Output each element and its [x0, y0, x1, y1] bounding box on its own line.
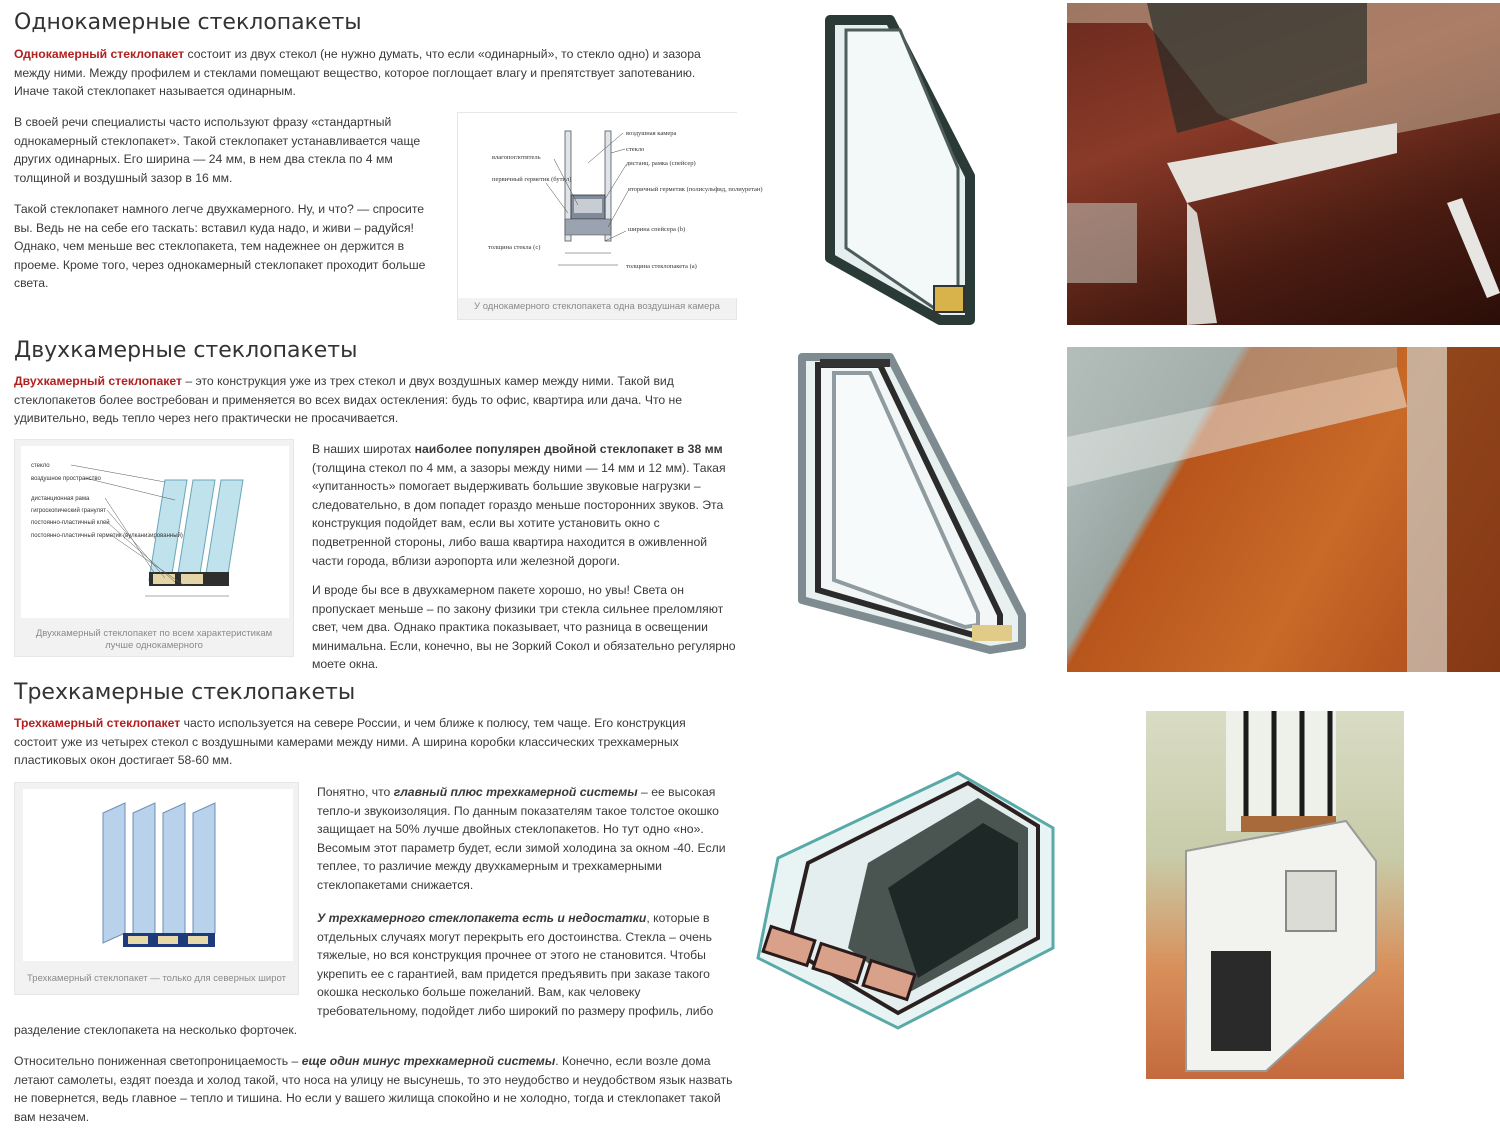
- triple-advantage-lead: Понятно, что: [317, 785, 394, 799]
- double-popular-lead: В наших широтах: [312, 442, 415, 456]
- triple-chamber-render: [748, 768, 1060, 1033]
- double-chamber-render: [790, 345, 1040, 660]
- label-absorber: влагопоглотитель: [492, 154, 541, 161]
- label-air-chamber: воздушная камера: [626, 130, 677, 137]
- triple-chamber-photo: [1146, 711, 1404, 1079]
- single-intro-paragraph: [14, 45, 729, 101]
- double-intro-paragraph: [14, 372, 729, 428]
- double-intro-text: – это конструкция уже из трех стекол и двух воздушных камер между ними. Такой вид стеклопакетов более востребован и применяется во всех видах остекления: будь то офис, квартира или дача. Что не удивительно, ведь тепло через него практически не просачивается.: [14, 374, 683, 426]
- double-figure-caption: Двухкамерный стеклопакет по всем характеристикам лучше однокамерного: [35, 628, 273, 651]
- label-d-sealant: постоянно-пластичный герметик (вулканизированный): [31, 533, 183, 539]
- single-chamber-diagram: [458, 113, 763, 298]
- triple-chamber-diagram: [15, 783, 300, 965]
- triple-advantage-em: главный плюс трехкамерной системы: [393, 785, 638, 799]
- double-popular-text: (толщина стекол по 4 мм, а зазоры между ними — 14 мм и 12 мм). Такая «упитанность» помогает выдерживать большие звуковые нагрузки – следовательно, в дом попадет гораздо меньше посторонних звуков. Эта конструкция подойдет вам, если вы хотите установить окно с подветренной стороны, либо ваша квартира находится в оживленной части города, вблизи аэропорта или железной дороги.: [312, 460, 726, 568]
- single-intro-text: состоит из двух стекол (не нужно думать, что если «одинарный», то стекло одно) и зазора между ними. Между профилем и стеклами помещают вещество, которое поглощает влагу и препятствует запотеванию. Иначе такой стеклопакет называется одинарным.: [14, 47, 701, 99]
- single-term: Однокамерный стеклопакет: [14, 47, 185, 61]
- single-weight-paragraph: Такой стеклопакет намного легче двухкамерного. Ну, и что? — спросите вы. Ведь не на себе его таскать: вставил куда надо, и живи – радуйся! Однако, чем меньше вес стеклопакета, тем надежнее он держится в проеме. Кроме того, через однокамерный стеклопакет проходит больше света.: [14, 202, 426, 291]
- triple-drawback-em: У трехкамерного стеклопакета есть и недостатки: [317, 911, 647, 925]
- section-title-triple: Трехкамерные стеклопакеты: [14, 680, 356, 705]
- label-secondary-sealant: вторичный герметик (полисульфид, полиуретан): [628, 186, 763, 193]
- triple-drawback-tail: разделение стеклопакета на несколько форточек.: [14, 1023, 298, 1037]
- label-d-spacer: дистанционная рама: [31, 496, 90, 502]
- triple-light-text: . Конечно, если возле дома летают самолеты, ездят поезда и холод такой, что носа на улицу не высунешь, то это неудобство и неудобством язык назвать не повернется, ведь главное – тепло и тишина. Но если у вашего жилища спокойно и не холодно, тогда и стеклопакет такой вам незачем.: [14, 1054, 733, 1124]
- single-standard-paragraph: В своей речи специалисты часто используют фразу «стандартный однокамерный стеклопакет». Такой стеклопакет устанавливается чаще других одинарных. Его ширина — 24 мм, в нем два стекла по 4 мм толщиной и воздушный зазор в 16 мм.: [14, 115, 421, 185]
- label-glass-thickness: толщина стекла (с): [488, 244, 541, 251]
- double-light-paragraph: И вроде бы все в двухкамерном пакете хорошо, но увы! Света он пропускает меньше – по закону физики три стекла сильнее преломляют свет, чем два. Однако практика показывает, что разница в освещении минимальна. Если, конечно, вы не Зоркий Сокол и обязательно регулярно моете окна.: [312, 583, 736, 672]
- label-d-air: воздушное пространство: [31, 476, 101, 482]
- triple-drawback-text: , которые в отдельных случаях могут перекрыть его достоинства. Стекла – очень тяжелые, но вся конструкция прочнее от этого не становится. Чтобы укрепить ее с гарантией, вам придется предъявить при заказе такого окошка несколько больше пожеланий. Вам, как человеку требовательному, подойдет либо широкий по размеру профиль, либо: [317, 911, 714, 1018]
- label-d-glass: стекло: [31, 463, 50, 469]
- triple-advantage-text: – ее высокая тепло-и звукоизоляция. По данным показателям такое толстое окошко защищает на 50% лучше двойных стеклопакетов. Но тут одно «но». Весомым этот параметр будет, если зимой холодина за окном -40. Если теплее, то различие между двухкамерным и трехкамерными стеклопакетами снижается.: [317, 785, 726, 892]
- triple-advantage-paragraph: [317, 783, 737, 895]
- single-chamber-render: [790, 8, 1040, 328]
- single-diagram-figure: [457, 112, 763, 320]
- double-diagram-figure: [14, 439, 294, 657]
- label-primary-sealant: первичный герметик (бутил): [492, 176, 572, 183]
- triple-intro-text: часто используется на севере России, и чем ближе к полюсу, тем чаще. Его конструкция состоит уже из четырех стекол с воздушными камерами между ними. А ширина коробки классических трехкамерных пластиковых окон достигает 58-60 мм.: [14, 716, 686, 768]
- double-popular-paragraph: [312, 440, 736, 570]
- label-d-glue: постоянно-пластичный клей: [31, 520, 110, 526]
- single-chamber-photo: [1067, 3, 1500, 325]
- triple-figure-caption: Трехкамерный стеклопакет — только для северных широт: [27, 973, 286, 984]
- label-spacer: дистанц. рамка (спейсер): [626, 160, 696, 167]
- double-popular-bold: наиболее популярен двойной стеклопакет в 38 мм: [414, 442, 723, 456]
- label-glass: стекло: [626, 146, 645, 153]
- single-figure-caption: У однокамерного стеклопакета одна воздушная камера: [474, 301, 720, 312]
- triple-light-paragraph: [14, 1052, 734, 1126]
- triple-drawback-paragraph: [317, 909, 737, 1021]
- triple-light-lead: Относительно пониженная светопроницаемость –: [14, 1054, 302, 1068]
- label-spacer-width: ширина спейсера (b): [628, 226, 686, 233]
- section-title-single: Однокамерные стеклопакеты: [14, 10, 362, 35]
- triple-diagram-figure: [14, 782, 299, 995]
- double-chamber-photo: [1067, 347, 1500, 672]
- label-d-granulate: гигроскопический гранулят: [31, 508, 107, 514]
- double-chamber-diagram: [15, 440, 295, 620]
- triple-term: Трехкамерный стеклопакет: [14, 716, 181, 730]
- section-title-double: Двухкамерные стеклопакеты: [14, 338, 358, 363]
- double-term: Двухкамерный стеклопакет: [14, 374, 182, 388]
- triple-light-em: еще один минус трехкамерной системы: [301, 1054, 556, 1068]
- triple-intro-paragraph: [14, 714, 729, 770]
- label-total-thickness: толщина стеклопакета (а): [626, 263, 697, 270]
